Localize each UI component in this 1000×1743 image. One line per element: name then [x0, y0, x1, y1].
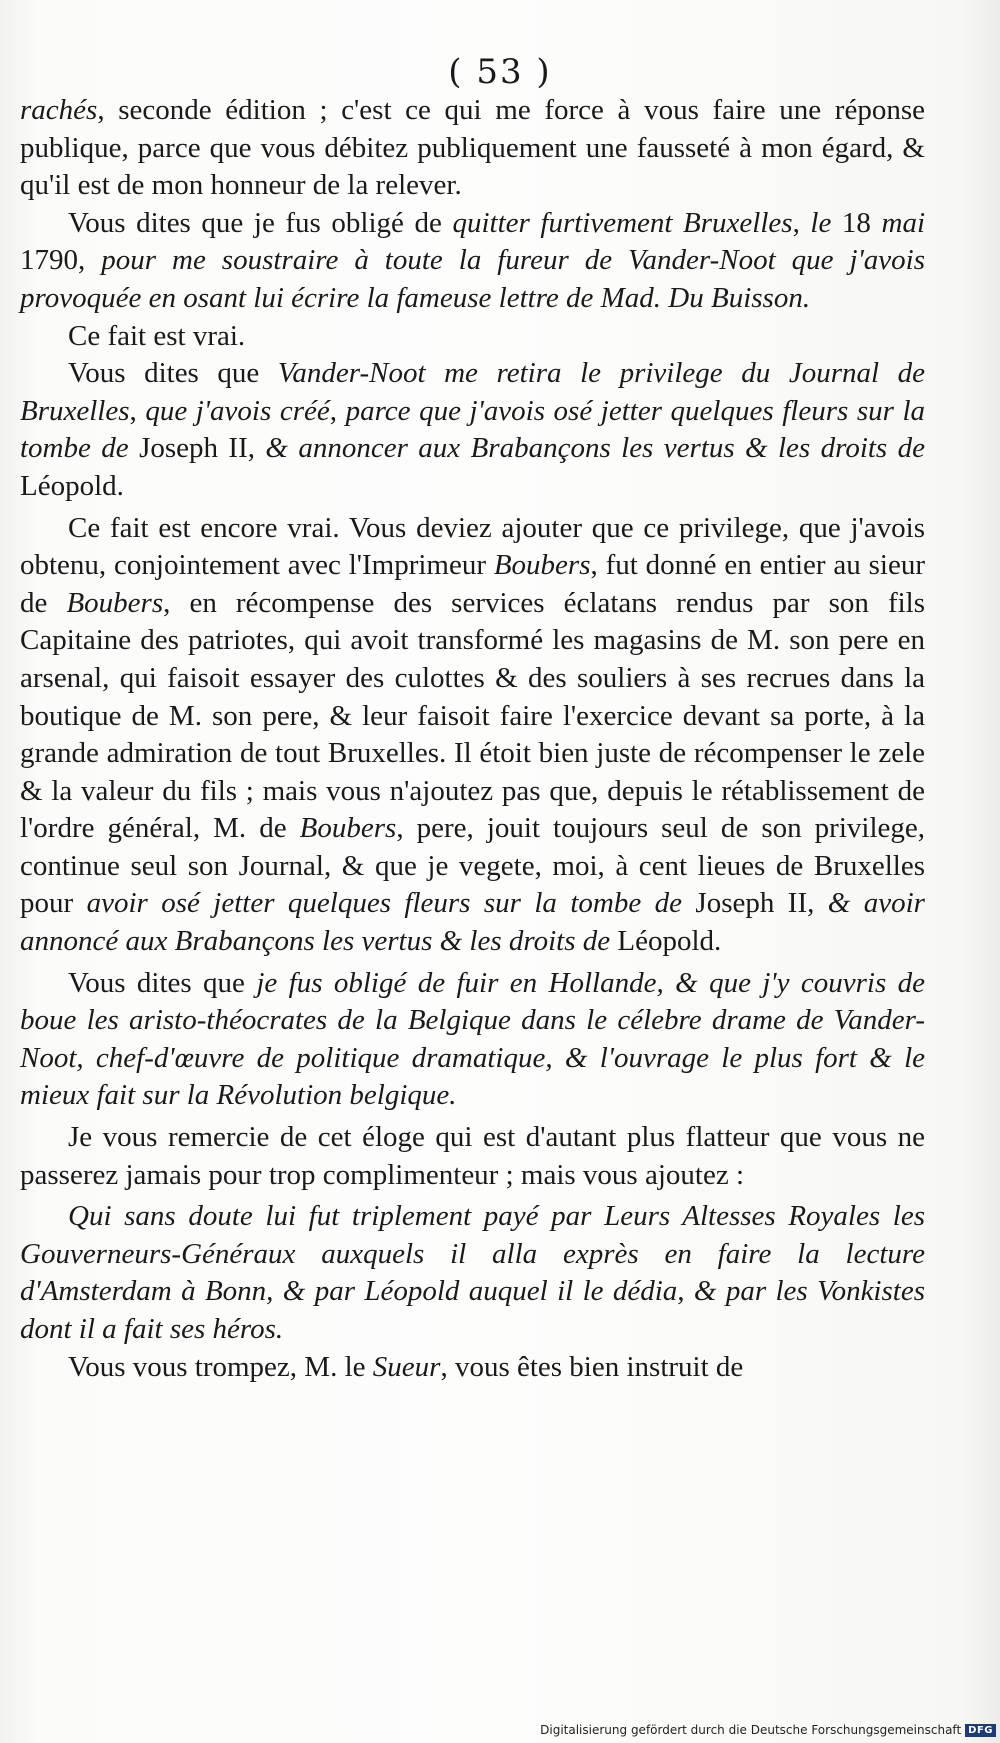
- text-segment: Vous dites que je fus obligé de: [68, 206, 453, 239]
- italic-text: quitter furtivement Bruxelles: [452, 206, 793, 239]
- paragraph: [20, 1349, 925, 1387]
- text-segment: ,: [129, 394, 146, 427]
- text-segment: , seconde édition ; c'est ce qui me force à vous faire une réponse publique, parce que vous débitez publiquement une fausseté à mon égard, & qu'il est de mon honneur de la relever.: [20, 94, 925, 202]
- text-segment: Vous vous trompez, M. le: [68, 1350, 373, 1383]
- paragraph: [20, 92, 925, 205]
- text-segment: Ce fait est vrai.: [68, 319, 246, 352]
- text-segment: , fut donné en entier au sieur de: [20, 549, 925, 619]
- italic-text: & annoncer aux Brabançons les vertus & les droits de: [265, 432, 925, 465]
- text-segment: ,: [792, 206, 811, 239]
- paragraph: [20, 318, 925, 356]
- italic-text: avoir osé jetter quelques fleurs sur la tombe de: [86, 887, 683, 920]
- italic-text: mai: [881, 206, 926, 239]
- text-segment: ,: [329, 394, 346, 427]
- italic-text: parce que j'avois osé jetter quelques fleurs sur la tombe de: [20, 394, 926, 465]
- paragraph: [20, 1119, 925, 1194]
- text-segment: Joseph II,: [128, 432, 266, 465]
- italic-text: Sueur: [372, 1350, 441, 1383]
- text-segment: Vous dites que: [68, 357, 278, 390]
- italic-text: & avoir annoncé aux Brabançons les vertus & les droits de: [20, 887, 925, 958]
- italic-text: je fus obligé de fuir en Hollande, & que j'y couvris de boue les aristo-théocrates de la Belgique dans le célebre drame de Vander-Noot, chef-d'œuvre de politique dramatique, & l'ouvrage le plus fort & le mieux fait sur la Révolution belgique.: [20, 966, 925, 1112]
- italic-text: pour me soustraire à toute la fureur de Vander-Noot que j'avois provoquée en osant lui écrire la fameuse lettre de Mad. Du Buisson.: [20, 244, 925, 314]
- paragraph: [20, 355, 925, 505]
- text-segment: Léopold.: [610, 925, 722, 958]
- italic-text: que j'avois créé: [145, 394, 330, 427]
- paragraph: [20, 205, 925, 318]
- italic-text: le: [810, 206, 832, 239]
- text-segment: , vous êtes bien instruit de: [440, 1350, 744, 1383]
- footer: [540, 1723, 996, 1737]
- paragraph: [20, 510, 925, 961]
- text-segment: Léopold.: [20, 469, 124, 502]
- italic-text: Boubers: [299, 812, 397, 845]
- text-segment: 1790,: [20, 244, 102, 277]
- italic-text: Vander-Noot me retira le privilege du Journal de Bruxelles: [20, 357, 925, 427]
- body-text: [20, 92, 925, 1386]
- italic-text: Qui sans doute lui fut triplement payé par Leurs Altesses Royales les Gouverneurs-Généraux auxquels il alla exprès en faire la lecture d'Amsterdam à Bonn, & par Léopold auquel il le dédia, & par les Vonkistes dont il a fait ses héros.: [20, 1200, 925, 1345]
- italic-text: Boubers: [66, 586, 164, 619]
- italic-text: rachés: [20, 94, 98, 126]
- italic-text: Boubers: [493, 549, 591, 582]
- text-segment: Joseph II,: [682, 887, 828, 920]
- page-number: ( 53 ): [448, 52, 552, 92]
- paragraph: [20, 1198, 925, 1348]
- text-segment: Je vous remercie de cet éloge qui est d'autant plus flatteur que vous ne passerez jamais pour trop complimenteur ; mais vous ajoutez :: [20, 1121, 925, 1191]
- dfg-logo: DFG: [965, 1724, 996, 1737]
- text-segment: Ce fait est encore vrai. Vous deviez ajouter que ce privilege, que j'avois obtenu, conjointement avec l'Imprimeur: [20, 511, 925, 582]
- text-segment: , pere, jouit toujours seul de son privilege, continue seul son Journal, & que je vegete, moi, à cent lieues de Bruxelles pour: [20, 812, 925, 920]
- text-segment: , en récompense des services éclatans rendus par son fils Capitaine des patriotes, qui avoit transformé les magasins de M. son pere en arsenal, qui faisoit essayer des culottes & des souliers à ses recrues dans la boutique de M. son pere, & leur faisoit faire l'exercice devant sa porte, à la grande admiration de tout Bruxelles. Il étoit bien juste de récompenser le zele & la valeur du fils ; mais vous n'ajoutez pas que, depuis le rétablissement de l'ordre général, M. de: [20, 586, 925, 845]
- footer-credit: Digitalisierung gefördert durch die Deutsche Forschungsgemeinschaft: [540, 1723, 962, 1737]
- text-segment: 18: [831, 206, 882, 239]
- text-segment: Vous dites que: [68, 966, 257, 999]
- paragraph: [20, 965, 925, 1115]
